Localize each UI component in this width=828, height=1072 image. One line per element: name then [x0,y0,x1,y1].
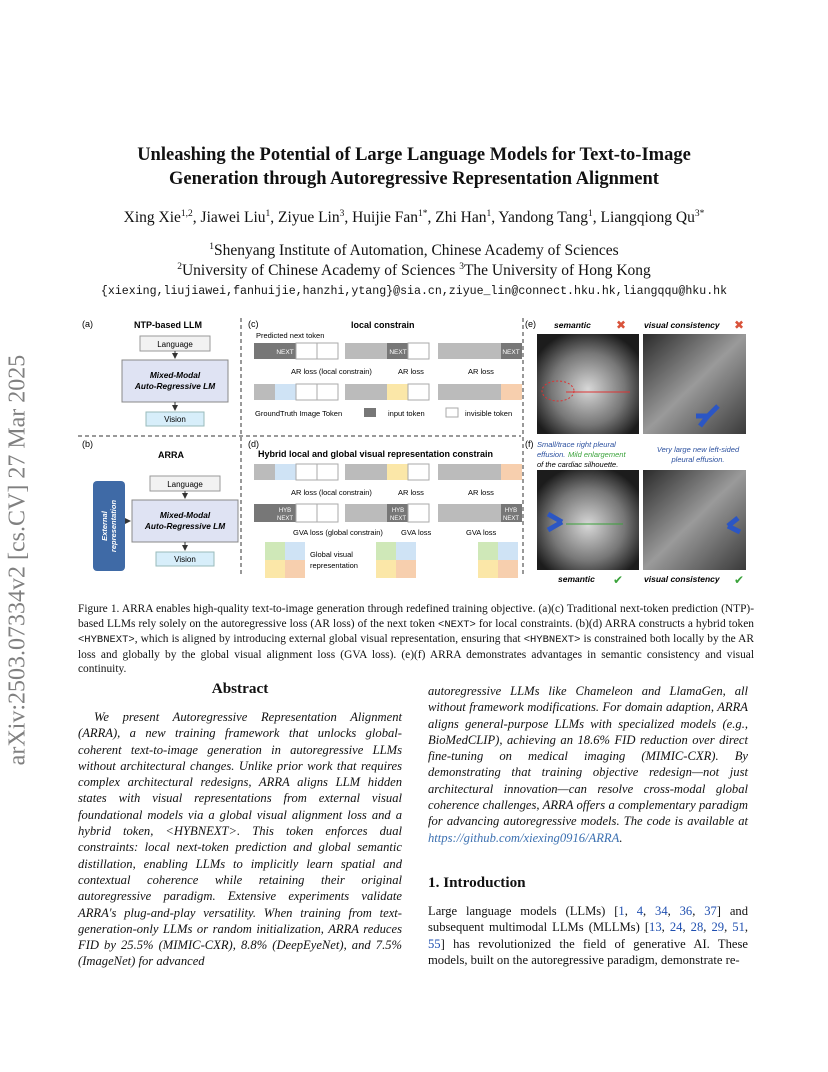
citation-28[interactable]: 28 [690,920,704,935]
author-affiliation-sup: 1,2 [180,209,193,219]
mm-line2-a: Auto-Regressive LM [134,381,216,391]
next-token-c1: NEXT [276,349,294,356]
note-left-2: effusion. [537,450,566,459]
affiliation-2-3 [0,262,828,280]
author-list: Xing Xie$^{1,2}$, Jiawei Liu$^1$, Ziyue Lin$^3$, Huijie Fan$^{1*}$, Zhi Han$^1$, Yandong Tang$^1$, Liangqiong $Qu^{3*}$ [123,209,705,227]
xray-image-e2 [643,334,746,434]
predicted-next-token-label: Predicted next token [256,331,325,340]
panel-b-title: ARRA [158,450,184,460]
panel-d-label: (d) [248,439,259,449]
cross-icon-visual: ✖ [734,318,745,332]
abstract-left-column: We present Autoregressive Representation Alignment (ARRA), a new training framework that unlocks global-coherent text-to-image generation in autoregressive LLMs without architectural changes. Unlike prior work that requires complex architectural redesigns, ARRA aligns LLM hidden states with visual representations from external visual foundational models via a global visual alignment loss and a hybrid token, <HYBNEXT>. This token enforces dual constraints: local next-token prediction and global semantic distillation, enabling LLMs to implicitly learn spatial and contextual coherence while retaining their original autoregressive paradigm. Extensive experiments validate ARRA's plug-and-play versatility. When training from text-generation-only LLMs or random initialization, ARRA reduces FID by 25.5% (MIMIC-CXR), 8.8% (DeepEyeNet), and 7.5% (ImageNet) for advanced [78,710,402,969]
xray-image-f2 [643,470,746,570]
panel-a-label: (a) [82,319,93,329]
ar-loss-c2: AR loss [398,367,424,376]
next-token-d3: NEXT [502,516,520,522]
citation-36[interactable]: 36 [679,904,693,918]
author-name: Ziyue Lin [278,209,340,227]
panel-f-label: (f) [525,439,534,449]
hyb-token-d3: HYB [504,508,518,514]
ar-loss-d3: AR loss [468,488,494,497]
token-row-d1 [254,464,522,480]
citation-55[interactable]: 55 [428,936,441,951]
check-icon-visual: ✔ [734,573,745,587]
note-right-1: Very large new left-sided [656,445,740,454]
xray-image-f1 [537,470,639,570]
figure-1 [78,316,754,594]
introduction-heading: 1. Introduction [428,874,526,891]
next-token-d2: NEXT [389,516,407,522]
gt-image-token-label: GroundTruth Image Token [255,409,343,418]
next-token-c3: NEXT [502,349,520,356]
affiliation-2-sup: 2 [177,262,182,272]
panel-c-title: local constrain [351,320,415,330]
figure-1-caption [78,602,754,677]
note-right-2: pleural effusion. [671,455,725,464]
mm-line2-b: Auto-Regressive LM [144,521,226,531]
next-token-c2: NEXT [389,349,407,356]
affiliation-3-text: The University of Hong Kong [463,262,651,280]
panel-e-label: (e) [525,319,536,329]
code-link[interactable]: https://github.com/xiexing0916/ARRA [428,830,620,845]
ar-loss-d2: AR loss [398,488,424,497]
token-row-c2 [254,384,522,400]
affiliation-1-text: Shenyang Institute of Automation, Chinese Academy of Sciences [214,242,619,260]
citation-1[interactable]: 1 [618,904,625,918]
next-token-d1: NEXT [276,516,294,522]
figure-1-diagram [78,316,754,594]
ar-loss-local-d: AR loss (local constrain) [291,488,372,497]
affiliation-3-sup: 3 [459,262,464,272]
author-affiliation-sup: 1 [486,209,492,219]
author-name: Huijie Fan [352,209,418,227]
visual-consistency-label-e: visual consistency [644,320,720,330]
abstract-right-text: autoregressive LLMs like Chameleon and LlamaGen, all without framework modifications. For domain adaption, ARRA aligns general-purpose LLMs with specialized models (e.g., BioMedCLIP), achieving an 18.6% FID reduction over direct fine-tuning on medical imaging (MIMIC-CXR). By demonstrating that training objective redesign—not just architectural innovation—can resolve cross-modal global coherence challenges, ARRA offers a complementary paradigm for advancing autoregressive models. The code is available at [428,684,748,829]
citation-37[interactable]: 37 [704,904,717,918]
mm-line1-a: Mixed-Modal [149,370,201,380]
global-visual-grid-3 [478,542,518,578]
visual-consistency-label-f: visual consistency [644,574,720,584]
xray-image-e1 [537,334,639,434]
citation-34[interactable]: 34 [655,904,668,918]
abstract-right-column [428,683,748,846]
caption-part4: is constrained both locally by the AR loss and globally by the global visual alignment loss (GVA loss). (e)(f) ARRA demonstrates advantages in semantic consistency and visual continuity. [78,633,754,675]
citation-13[interactable]: 13 [649,920,662,935]
author-affiliation-sup: 1 [265,209,271,219]
language-label-a: Language [157,340,193,349]
panel-a-title: NTP-based LLM [134,320,203,330]
author-name: Liangqiong Qu [600,209,695,227]
gva-loss-d2: GVA loss [401,528,432,537]
input-token-label: input token [388,409,425,418]
panel-d-title: Hybrid local and global visual representation constrain [258,449,494,459]
paper-title-line-1: Unleashing the Potential of Large Language Models for Text-to-Image [137,145,691,165]
caption-part3: , which is aligned by introducing external global visual representation, ensuring that [134,633,524,645]
paper-title-line-2: Generation through Autoregressive Representation Alignment [169,169,659,189]
vision-label-a: Vision [164,415,186,424]
intro-text-2: ] and subsequent multimodal LLMs (MLLMs) [ [428,904,749,935]
panel-b-label: (b) [82,439,93,449]
ar-loss-c3: AR loss [468,367,494,376]
author-emails: {xiexing,liujiawei,fanhuijie,hanzhi,ytang}@sia.cn,ziyue_lin@connect.hku.hk,liangqqu@hku.hk [100,285,728,298]
check-icon-semantic: ✔ [613,573,624,587]
cross-icon-semantic: ✖ [616,318,627,332]
intro-text-3: ] has revolutionized the field of generative AI. These models, built on the autoregressive paradigm, demonstrate re- [428,936,748,967]
caption-hyb-token-2: <HYBNEXT> [523,634,581,646]
intro-text-1: Large language models (LLMs) [ [428,904,619,918]
citation-4[interactable]: 4 [636,904,644,918]
note-left-1: Small/trace right pleural [537,440,616,449]
author-name: Zhi Han [435,209,487,227]
panel-c-label: (c) [248,319,259,329]
token-row-d2 [254,504,522,522]
affiliation-2-text: University of Chinese Academy of Sciences [181,262,460,280]
citation-51[interactable]: 51 [732,920,745,935]
abstract-right-end: . [619,830,623,845]
introduction-paragraph: Large language models (LLMs) [1, 4, 34, 36, 37] and subsequent multimodal LLMs (MLLMs) [13, 24, 28, 29, 51, 55] has revolutionized the field of generative AI. These models, built on the autoregressive paradigm, demonstrate re- [428,904,749,967]
abstract-heading: Abstract [211,680,269,697]
citation-29[interactable]: 29 [711,920,725,935]
author-affiliation-sup: 3* [694,209,705,219]
affiliation-1 [0,242,828,260]
global-visual-label: Global visual [310,550,353,559]
author-affiliation-sup: 1* [417,209,428,219]
token-row-c1 [254,343,522,359]
mm-line1-b: Mixed-Modal [159,510,211,520]
global-visual-grid-2 [376,542,416,578]
gva-loss-global-label: GVA loss (global constrain) [293,528,383,537]
caption-hyb-token: <HYBNEXT> [78,634,135,646]
ar-loss-local-c: AR loss (local constrain) [291,367,372,376]
arxiv-stamp-text: arXiv:2503.07334v2 [cs.CV] 27 Mar 2025 [4,354,31,766]
caption-lead: Figure 1. ARRA enables high-quality text-to-image generation through redefined training objective. (a)(c) Traditional next-token prediction (NTP)-based LLMs rely solely on the autoregressive loss (AR loss) of the next token [78,603,754,630]
note-left-green: Mild enlargement [568,450,626,459]
global-visual-grid-1 [265,542,305,578]
semantic-label-f: semantic [558,574,595,584]
gva-loss-d3: GVA loss [466,528,497,537]
note-left-3: of the cardiac silhouette. [537,460,619,469]
global-visual-representation-label: representation [310,561,358,570]
external-label: External [100,511,109,541]
representation-label: representation [109,499,118,553]
semantic-label-e: semantic [554,320,591,330]
author-name: Yandong Tang [498,209,589,227]
citation-24[interactable]: 24 [669,920,683,935]
caption-part2: for local constraints. (b)(d) ARRA constructs a hybrid token [475,617,754,630]
affiliation-1-sup: 1 [209,242,215,252]
vision-label-b: Vision [174,555,196,564]
author-name: Jiawei Liu [200,209,266,227]
hyb-token-d1: HYB [278,508,292,514]
hyb-token-d2: HYB [391,508,405,514]
invisible-token-label: invisible token [465,409,513,418]
caption-next-token: <NEXT> [438,618,476,631]
author-name: Xing Xie [123,209,181,227]
language-label-b: Language [167,480,203,489]
author-affiliation-sup: 1 [588,209,593,219]
author-affiliation-sup: 3 [339,209,345,219]
